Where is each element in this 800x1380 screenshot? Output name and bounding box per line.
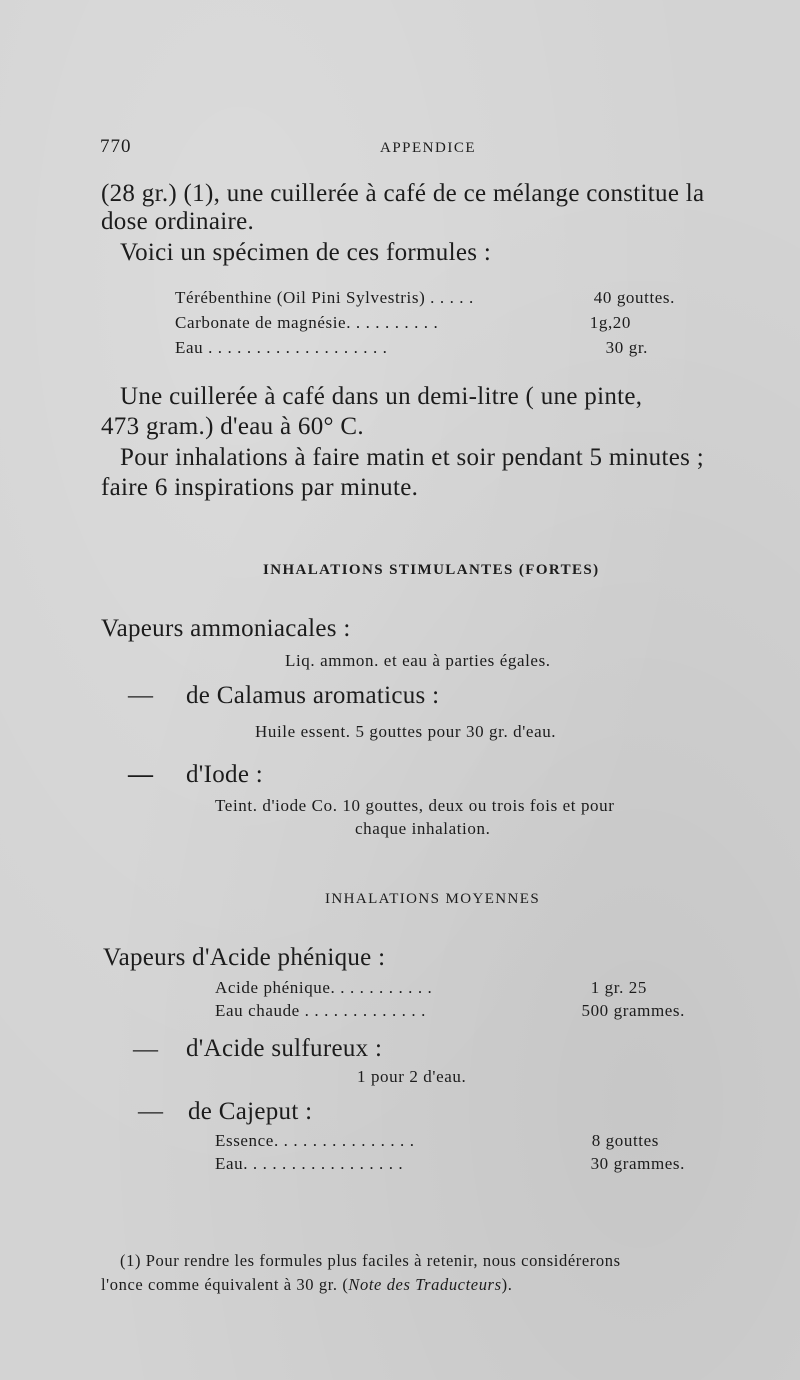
para1-line-3: Pour inhalations à faire matin et soir pendant 5 minutes ; [120,444,704,471]
iode-detail-1: Teint. d'iode Co. 10 gouttes, deux ou trois fois et pour [215,796,615,815]
calamus-detail: Huile essent. 5 gouttes pour 30 gr. d'eau. [255,722,557,741]
footnote-text-a: l'once comme équivalent à 30 gr. ( [101,1275,349,1294]
formula1-qty-1: 40 gouttes. [593,288,675,307]
formula1-row-2 [175,313,675,333]
cajeput-qty-2: 30 grammes. [590,1154,685,1173]
section2-heading: INHALATIONS MOYENNES [325,891,541,907]
vapeurs-ammoniacales: Vapeurs ammoniacales : [101,615,351,642]
formula1-name-2: Carbonate de magnésie. . . . . . . . . . [175,313,439,332]
formula1-name-3: Eau . . . . . . . . . . . . . . . . . . . [175,338,388,357]
section1-heading: INHALATIONS STIMULANTES (FORTES) [263,562,600,578]
cajeput-row-2 [215,1154,685,1174]
cajeput-name-2: Eau. . . . . . . . . . . . . . . . . [215,1154,404,1173]
formula1-qty-3: 30 gr. [605,338,648,357]
formula1-row-1 [175,288,675,308]
acide-phenique-title: Vapeurs d'Acide phénique : [103,944,386,971]
page-number: 770 [100,136,132,157]
phenique-name-2: Eau chaude . . . . . . . . . . . . . [215,1001,426,1020]
phenique-qty-2: 500 grammes. [581,1001,685,1020]
footnote-line-1: (1) Pour rendre les formules plus faciles à retenir, nous considérerons [120,1251,621,1270]
cajeput-name-1: Essence. . . . . . . . . . . . . . . [215,1131,415,1150]
iode-title: d'Iode : [186,761,264,788]
iode-detail-2: chaque inhalation. [355,819,491,838]
dash-calamus: — [128,682,153,709]
acide-sulfureux-title: d'Acide sulfureux : [186,1035,383,1062]
para1-line-2: 473 gram.) d'eau à 60° C. [101,413,364,440]
intro-text-1: (28 gr.) (1), une cuillerée à café de ce mélange constitue la [101,180,705,207]
phenique-row-1 [215,978,685,998]
intro-line-2: dose ordinaire. [101,208,255,235]
ammoniacales-detail: Liq. ammon. et eau à parties égales. [285,651,551,670]
phenique-name-1: Acide phénique. . . . . . . . . . . [215,978,433,997]
footnote-italic: Note des Traducteurs [348,1275,502,1294]
formula1-row-3 [175,338,675,358]
dash-sulfureux: — [133,1036,158,1063]
formula1-qty-2: 1g,20 [589,313,631,332]
cajeput-row-1 [215,1131,685,1151]
cajeput-qty-1: 8 gouttes [591,1131,659,1150]
phenique-row-2 [215,1001,685,1021]
phenique-qty-1: 1 gr. 25 [590,978,647,997]
dash-iode: — [128,761,153,788]
para1-line-1: Une cuillerée à café dans un demi-litre ( une pinte, [120,383,643,410]
footnote-text-c: ). [501,1275,513,1294]
sulfureux-detail: 1 pour 2 d'eau. [357,1067,467,1086]
intro-line-3: Voici un spécimen de ces formules : [120,239,492,266]
cajeput-title: de Cajeput : [188,1098,313,1125]
running-title: APPENDICE [380,140,477,156]
calamus-title: de Calamus aromaticus : [186,682,440,709]
footnote-line-2 [101,1275,512,1295]
formula1-name-1: Térébenthine (Oil Pini Sylvestris) . . . . . [175,288,474,307]
dash-cajeput: — [138,1098,163,1125]
para1-line-4: faire 6 inspirations par minute. [101,474,419,501]
intro-line-1 [101,180,751,208]
